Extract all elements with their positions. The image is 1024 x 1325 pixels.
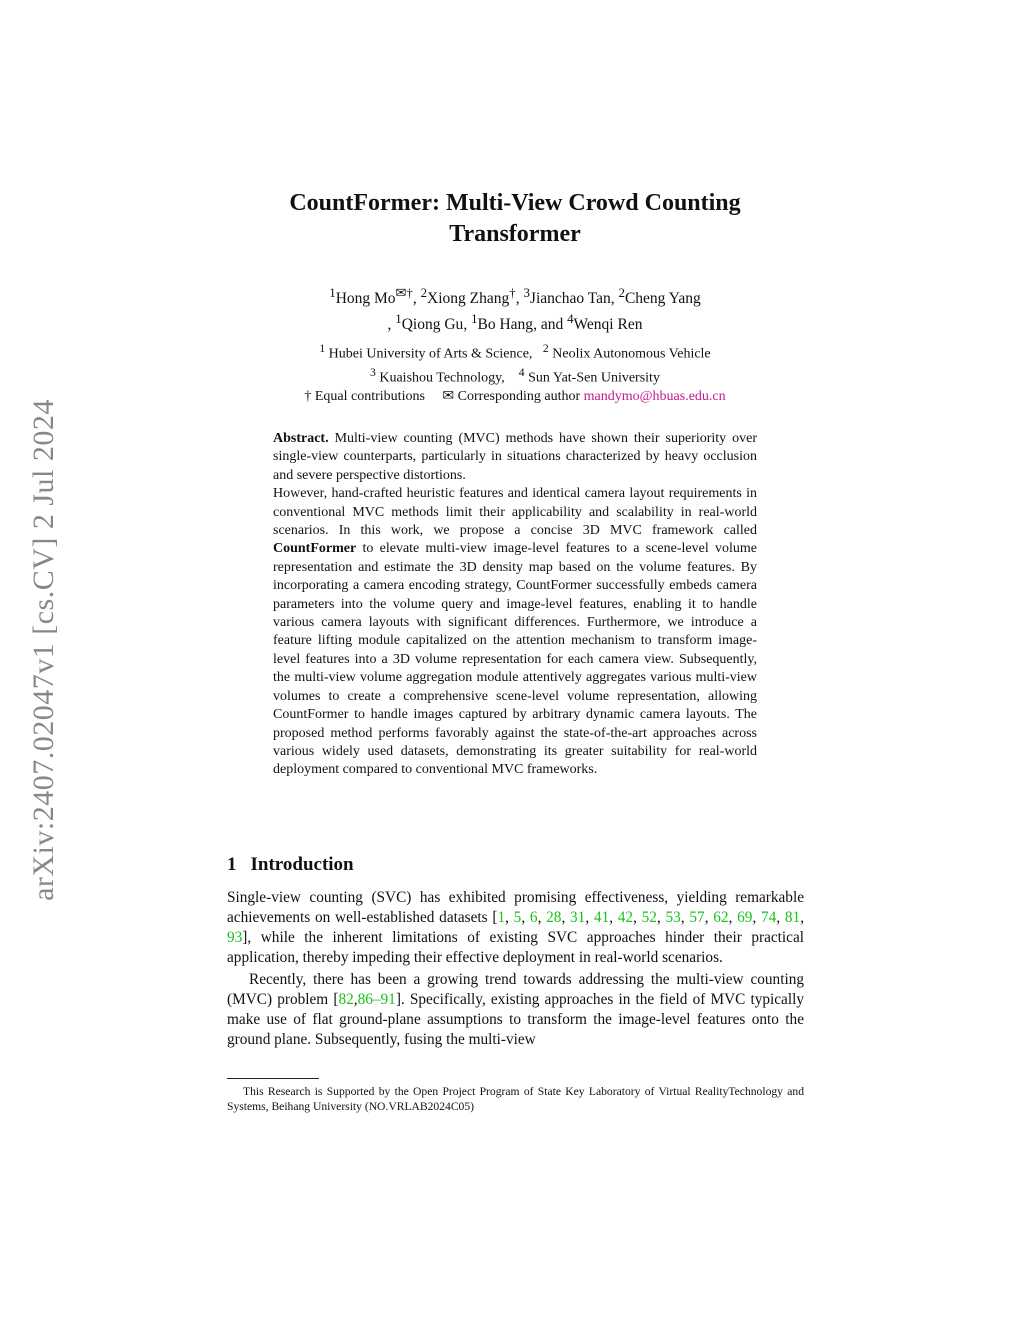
affiliation-3: Kuaishou Technology, xyxy=(379,370,505,386)
citation-link[interactable]: 52 xyxy=(641,909,657,926)
affiliations xyxy=(200,340,830,407)
affiliations-line-1 xyxy=(200,340,830,364)
citation-separator: , xyxy=(680,909,690,926)
author-sep: , and xyxy=(533,316,568,334)
author-sep: , xyxy=(412,290,421,308)
affiliations-line-2 xyxy=(200,364,830,388)
citation-separator: , xyxy=(537,909,547,926)
author-name: Xiong Zhang xyxy=(427,290,510,308)
citation-link[interactable]: 6 xyxy=(529,909,538,926)
affil-sup: 3 xyxy=(370,366,376,380)
section-heading xyxy=(227,854,354,876)
author-sup: 1 xyxy=(471,311,478,327)
method-name: CountFormer xyxy=(273,541,357,557)
author-sep: , xyxy=(515,290,524,308)
abstract-text-1: Multi-view counting (MVC) methods have shown their superiority over single-view counterparts, particularly in situations characterized by heavy occlusion and severe perspective distortions. xyxy=(273,431,757,483)
intro-paragraph-1 xyxy=(227,888,804,968)
abstract-paragraph-1 xyxy=(273,430,757,485)
author-sup: 4 xyxy=(567,311,574,327)
citation-link[interactable]: 93 xyxy=(227,929,243,946)
author-name: Jianchao Tan xyxy=(529,290,611,308)
author-sep: , xyxy=(387,316,396,334)
abstract-text-2b: to elevate multi-view image-level features to a scene-level volume representation and estimate the 3D density map based on the volume features. By incorporating a camera encoding strategy, CountFormer successfully embeds camera parameters into the volume query and image-level features, enabling it to handle various camera layouts with significant differences. Furthermore, we introduce a feature lifting module capitalized on the attention mechanism to transform image-level features into a 3D volume representation for each camera view. Subsequently, the multi-view volume aggregation module attentively aggregates various multi-view volumes to create a comprehensive scene-level volume representation, allowing CountFormer to handle images captured by arbitrary dynamic camera layouts. The proposed method performs favorably against the state-of-the-art approaches across various widely used datasets, demonstrating its greater suitability for real-world deployment compared to conventional MVC frameworks. xyxy=(273,541,757,778)
citation-separator: , xyxy=(505,909,514,926)
intro-body xyxy=(227,888,804,1050)
citation-separator: , xyxy=(656,909,666,926)
citation-link[interactable]: 41 xyxy=(593,909,610,926)
citation-link[interactable]: 81 xyxy=(784,909,801,926)
title-line-1: CountFormer: Multi-View Crowd Counting xyxy=(289,190,741,216)
corresponding-author-note: ✉ Corresponding author xyxy=(442,389,581,405)
affiliation-4: Sun Yat-Sen University xyxy=(528,370,660,386)
section-title: Introduction xyxy=(250,854,354,875)
affil-sup: 4 xyxy=(518,366,525,380)
affil-sup: 1 xyxy=(319,342,326,355)
citation-link[interactable]: 31 xyxy=(570,909,586,926)
title-line-2: Transformer xyxy=(449,221,581,247)
paper-title xyxy=(200,188,830,250)
citation-link[interactable]: 57 xyxy=(689,909,705,926)
intro-text: ], while the inherent limitations of existing SVC approaches hinder their practical application, thereby impeding their effective deployment in real-world scenarios. xyxy=(227,929,804,966)
citation-link[interactable]: 86–91 xyxy=(357,991,396,1008)
author-sup: 2 xyxy=(618,285,625,300)
abstract-label: Abstract. xyxy=(273,431,329,446)
citation-link[interactable]: 74 xyxy=(761,909,777,926)
citation-separator: , xyxy=(633,909,642,926)
citation-separator: , xyxy=(800,909,805,926)
citation-separator: , xyxy=(776,909,785,926)
citation-link[interactable]: 53 xyxy=(665,909,681,926)
abstract-paragraph-2 xyxy=(273,485,757,780)
citation-link[interactable]: 5 xyxy=(513,909,522,926)
author-sep: , xyxy=(610,290,619,308)
affiliation-1: Hubei University of Arts & Science, xyxy=(328,346,533,362)
citation-link[interactable]: 82 xyxy=(338,991,354,1008)
author-sup: 1 xyxy=(395,311,402,327)
citation-separator: , xyxy=(609,909,618,926)
citation-separator: , xyxy=(752,909,762,926)
citation-link[interactable]: 69 xyxy=(737,909,753,926)
abstract-text-2a: However, hand-crafted heuristic features and identical camera layout requirements in conventional MVC methods limit their applicability and scalability in real-world scenarios. In this work, we propose a concise 3D MVC framework called xyxy=(273,486,757,539)
intro-text: Single-view counting (SVC) has exhibited promising effectiveness, yielding remarkable achievements on well-established datasets [ xyxy=(227,889,804,926)
citation-separator: , xyxy=(521,909,530,926)
footnote: This Research is Supported by the Open Project Program of State Key Laboratory of Virtual RealityTechnology and Systems, Beihang University (NO.VRLAB2024C05) xyxy=(227,1085,804,1113)
author-name: Wenqi Ren xyxy=(573,316,643,334)
author-sup: 2 xyxy=(420,285,428,300)
authors-line-2 xyxy=(200,309,830,335)
affiliations-line-3 xyxy=(200,388,830,407)
citation-link[interactable]: 28 xyxy=(546,909,562,926)
abstract xyxy=(273,430,757,780)
citation-link[interactable]: 1 xyxy=(497,909,506,926)
author-name: Qiong Gu xyxy=(401,316,464,334)
author-sup: 1 xyxy=(329,285,336,300)
author-mark: ✉† xyxy=(395,285,413,300)
author-sup: 3 xyxy=(523,285,530,300)
section-number: 1 xyxy=(227,854,237,875)
author-mark: † xyxy=(509,285,516,300)
intro-text: Recently, there has been a growing trend towards addressing the multi-view counting (MVC) problem [ xyxy=(227,971,804,1008)
author-name: Hong Mo xyxy=(335,290,396,308)
author-list xyxy=(200,283,830,335)
authors-line-1 xyxy=(200,283,830,309)
author-email-link[interactable]: mandymo@hbuas.edu.cn xyxy=(583,389,726,405)
author-sep: , xyxy=(463,316,472,334)
citation-separator: , xyxy=(728,909,738,926)
intro-text: ]. Specifically, existing approaches in the field of MVC typically make use of flat ground-plane assumptions to transform the image-level features onto the ground plane. Subsequently, fusing the multi-view xyxy=(227,991,804,1048)
equal-contribution-note: † Equal contributions xyxy=(304,389,425,405)
citation-separator: , xyxy=(561,909,571,926)
author-name: Bo Hang xyxy=(477,316,534,334)
author-name: Cheng Yang xyxy=(624,290,701,308)
citation-link[interactable]: 42 xyxy=(617,909,634,926)
footnote-rule xyxy=(227,1078,319,1079)
citation-separator: , xyxy=(704,909,714,926)
intro-paragraph-2: Recently, there has been a growing trend towards addressing the multi-view counting (MVC) problem [82,86–91]. Specifically, existing approaches in the field of MVC typically make use of flat ground-plane assumptions to transform the image-level features onto the ground plane. Subsequently, fusing the multi-view xyxy=(227,971,804,1048)
arxiv-side-stamp: arXiv:2407.02047v1 [cs.CV] 2 Jul 2024 xyxy=(27,399,60,901)
affiliation-2: Neolix Autonomous Vehicle xyxy=(552,346,711,362)
affil-sup: 2 xyxy=(542,342,549,355)
citation-link[interactable]: 62 xyxy=(713,909,729,926)
citation-separator: , xyxy=(585,909,594,926)
